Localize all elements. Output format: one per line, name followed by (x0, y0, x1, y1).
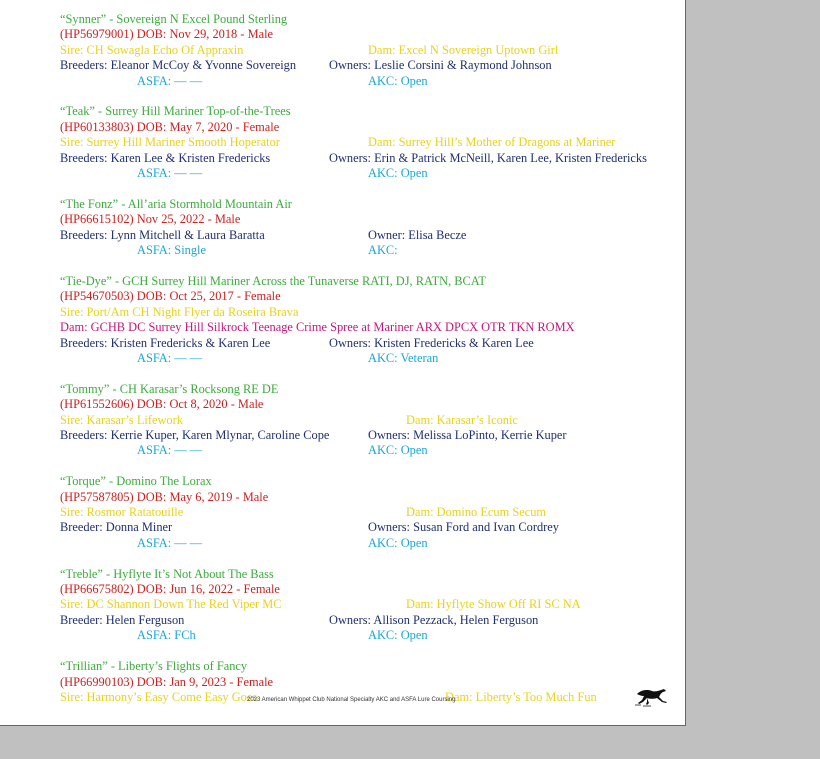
entry-dam: Dam: GCHB DC Surrey Hill Silkrock Teenage Crime Spree at Mariner ARX DPCX OTR TKN ROMX (60, 320, 575, 334)
entry-registration: (HP66615102) Nov 25, 2022 - Male (60, 212, 241, 226)
entry-akc: AKC: Open (368, 628, 428, 642)
entry-registration: (HP66990103) DOB: Jan 9, 2023 - Female (60, 675, 274, 689)
entry-akc: AKC: Veteran (368, 351, 439, 365)
entry-asfa: ASFA: FCh (137, 628, 196, 642)
entry-sire: Sire: Harmony’s Easy Come Easy Goes (60, 690, 258, 704)
entry-dam: Dam: Hyflyte Show Off RI SC NA (406, 597, 581, 611)
entry-akc: AKC: Open (368, 443, 428, 457)
entry-breeders: Breeders: Karen Lee & Kristen Fredericks (60, 151, 271, 165)
entry-asfa: ASFA: — — (137, 351, 203, 365)
entry-akc: AKC: Open (368, 536, 428, 550)
entry-dam: Dam: Karasar’s Iconic (406, 413, 518, 427)
entry-dam: Dam: Excel N Sovereign Uptown Girl (368, 43, 559, 57)
catalog-page[interactable] (32, 0, 686, 726)
entry-owners: Owners: Melissa LoPinto, Kerrie Kuper (368, 428, 567, 442)
entry-name: “Trillian” - Liberty’s Flights of Fancy (60, 659, 248, 673)
entry-registration: (HP66675802) DOB: Jun 16, 2022 - Female (60, 582, 280, 596)
entry-owners: Owners: Kristen Fredericks & Karen Lee (329, 336, 534, 350)
entry-sire: Sire: DC Shannon Down The Red Viper MC (60, 597, 282, 611)
entry-owners: Owners: Leslie Corsini & Raymond Johnson (329, 58, 552, 72)
entry-asfa: ASFA: — — (137, 74, 203, 88)
entry-dam: Dam: Liberty’s Too Much Fun (445, 690, 597, 704)
entry-asfa: ASFA: Single (137, 243, 206, 257)
entry-akc: AKC: Open (368, 74, 428, 88)
entry-akc: AKC: (368, 243, 398, 257)
entry-owners: Owner: Elisa Becze (368, 228, 467, 242)
entry-breeders: Breeders: Eleanor McCoy & Yvonne Sovereign (60, 58, 297, 72)
entry-name: “Synner” - Sovereign N Excel Pound Sterling (60, 12, 288, 26)
entry-registration: (HP61552606) DOB: Oct 8, 2020 - Male (60, 397, 264, 411)
entry-asfa: ASFA: — — (137, 166, 203, 180)
entry-name: “Teak” - Surrey Hill Mariner Top-of-the-Trees (60, 104, 291, 118)
entry-akc: AKC: Open (368, 166, 428, 180)
entry-name: “Tie-Dye” - GCH Surrey Hill Mariner Across the Tunaverse RATI, DJ, RATN, BCAT (60, 274, 486, 288)
running-whippet-icon (635, 684, 669, 708)
entry-dam: Dam: Domino Ecum Secum (406, 505, 547, 519)
entry-registration: (HP56979001) DOB: Nov 29, 2018 - Male (60, 27, 274, 41)
entry-owners: Owners: Allison Pezzack, Helen Ferguson (329, 613, 539, 627)
entry-breeders: Breeders: Kerrie Kuper, Karen Mlynar, Caroline Cope (60, 428, 330, 442)
entry-registration: (HP54670503) DOB: Oct 25, 2017 - Female (60, 289, 281, 303)
entry-sire: Sire: Port/Am CH Night Flyer da Roseira Brava (60, 305, 299, 319)
entry-registration: (HP60133803) DOB: May 7, 2020 - Female (60, 120, 280, 134)
page-footer: 2023 American Whippet Club National Specialty AKC and ASFA Lure Coursing (247, 697, 456, 703)
adjacent-page-edge (0, 0, 33, 726)
entry-breeders: Breeders: Lynn Mitchell & Laura Baratta (60, 228, 265, 242)
entry-breeders: Breeder: Helen Ferguson (60, 613, 185, 627)
entry-sire: Sire: Karasar’s Lifework (60, 413, 183, 427)
entry-breeders: Breeders: Kristen Fredericks & Karen Lee (60, 336, 271, 350)
entry-asfa: ASFA: — — (137, 443, 203, 457)
entry-name: “Torque” - Domino The Lorax (60, 474, 212, 488)
entry-dam: Dam: Surrey Hill’s Mother of Dragons at Mariner (368, 135, 616, 149)
entry-owners: Owners: Susan Ford and Ivan Cordrey (368, 520, 559, 534)
entry-name: “Treble” - Hyflyte It’s Not About The Bass (60, 567, 274, 581)
entry-sire: Sire: CH Sowagla Echo Of Appraxin (60, 43, 244, 57)
entry-asfa: ASFA: — — (137, 536, 203, 550)
entry-name: “Tommy” - CH Karasar’s Rocksong RE DE (60, 382, 279, 396)
entry-owners: Owners: Erin & Patrick McNeill, Karen Lee, Kristen Fredericks (329, 151, 647, 165)
entry-sire: Sire: Rosmor Ratatouille (60, 505, 184, 519)
entry-name: “The Fonz” - All’aria Stormhold Mountain Air (60, 197, 292, 211)
entry-breeders: Breeder: Donna Miner (60, 520, 173, 534)
entry-sire: Sire: Surrey Hill Mariner Smooth Hoperator (60, 135, 280, 149)
entry-registration: (HP57587805) DOB: May 6, 2019 - Male (60, 490, 269, 504)
